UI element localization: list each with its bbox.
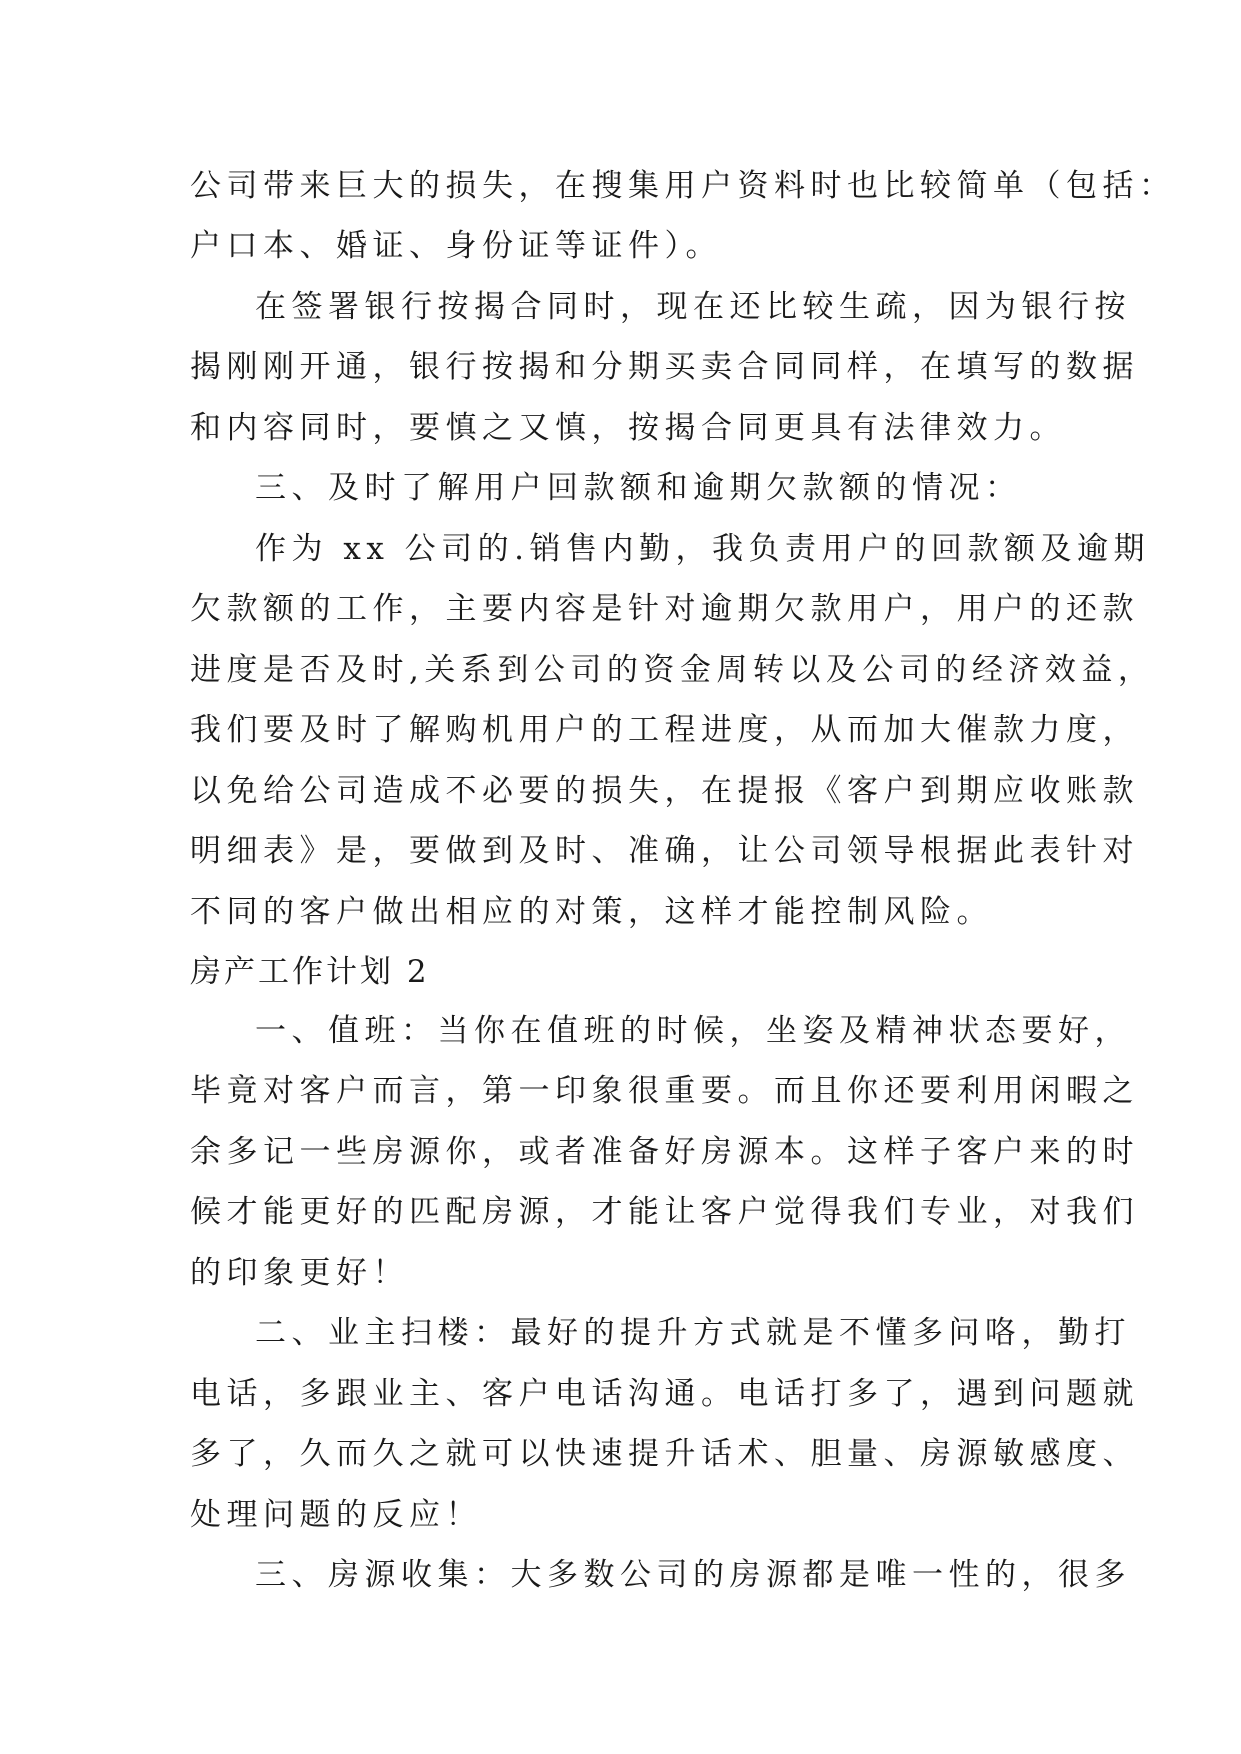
- text-line: 揭刚刚开通，银行按揭和分期买卖合同同样，在填写的数据: [190, 349, 1139, 385]
- text-line: 不同的客户做出相应的对策，这样才能控制风险。: [190, 894, 993, 930]
- text-line: 公司带来巨大的损失，在搜集用户资料时也比较简单（包括：: [190, 168, 1176, 204]
- text-line: 欠款额的工作，主要内容是针对逾期欠款用户，用户的还款: [190, 591, 1139, 627]
- text-line: 处理问题的反应！: [190, 1497, 482, 1533]
- text-line: 余多记一些房源你，或者准备好房源本。这样子客户来的时: [190, 1134, 1139, 1170]
- paragraph-start: 二、业主扫楼：最好的提升方式就是不懂多问咯，勤打: [255, 1315, 1131, 1351]
- paragraph-start: 在签署银行按揭合同时，现在还比较生疏，因为银行按: [255, 289, 1131, 325]
- text-line: 电话，多跟业主、客户电话沟通。电话打多了，遇到问题就: [190, 1376, 1139, 1412]
- text-line: 进度是否及时,关系到公司的资金周转以及公司的经济效益，: [190, 652, 1155, 688]
- text-line: 候才能更好的匹配房源，才能让客户觉得我们专业，对我们: [190, 1194, 1139, 1230]
- document-heading: 房产工作计划 2: [190, 954, 430, 990]
- paragraph-start: 三、房源收集：大多数公司的房源都是唯一性的，很多: [255, 1557, 1131, 1593]
- text-line: 明细表》是，要做到及时、准确，让公司领导根据此表针对: [190, 833, 1139, 869]
- section-heading: 三、及时了解用户回款额和逾期欠款额的情况：: [255, 470, 1022, 506]
- text-line: 的印象更好！: [190, 1255, 409, 1291]
- paragraph-start: 作为 xx 公司的.销售内勤，我负责用户的回款额及逾期: [255, 531, 1151, 567]
- paragraph-start: 一、值班：当你在值班的时候，坐姿及精神状态要好，: [255, 1013, 1131, 1049]
- text-line: 户口本、婚证、身份证等证件）。: [190, 228, 722, 264]
- text-line: 多了，久而久之就可以快速提升话术、胆量、房源敏感度、: [190, 1436, 1139, 1472]
- text-line: 毕竟对客户而言，第一印象很重要。而且你还要利用闲暇之: [190, 1073, 1139, 1109]
- text-line: 以免给公司造成不必要的损失，在提报《客户到期应收账款: [190, 773, 1139, 809]
- text-line: 我们要及时了解购机用户的工程进度，从而加大催款力度，: [190, 712, 1139, 748]
- text-line: 和内容同时，要慎之又慎，按揭合同更具有法律效力。: [190, 410, 1066, 446]
